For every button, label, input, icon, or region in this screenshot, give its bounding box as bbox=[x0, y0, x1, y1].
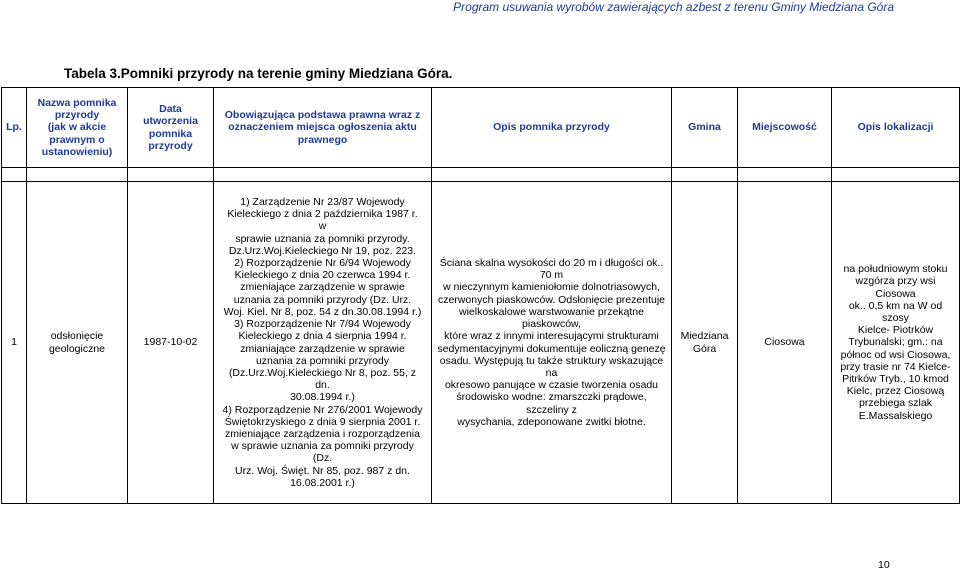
text-line: sedymentacyjnymi dokumentuje eoliczną genezę bbox=[437, 342, 666, 355]
table-header-row bbox=[2, 88, 960, 168]
text-line: pomnika bbox=[148, 127, 193, 140]
text-line: Kieleckiego z dnia 20 czerwca 1994 r. bbox=[234, 269, 411, 282]
header-legal-basis bbox=[214, 88, 432, 168]
text-line: Kieleckiego z dnia 4 sierpnia 1994 r. bbox=[238, 330, 407, 343]
text-line: 16.08.2001 r.) bbox=[290, 476, 355, 489]
text-line: Ściana skalna wysokości do 20 m i długości ok.. 70 m bbox=[439, 257, 664, 282]
text-line: 1) Zarządzenie Nr 23/87 Wojewody bbox=[240, 196, 405, 209]
text-line: które wraz z innymi interesującymi strukturami bbox=[444, 330, 659, 343]
cell-gmina bbox=[672, 182, 738, 504]
table-spacer-row bbox=[2, 168, 960, 182]
header-gmina: Gmina bbox=[672, 88, 738, 168]
text-line: Góra bbox=[692, 342, 717, 355]
cell-description bbox=[432, 182, 672, 504]
text-line: 30.08.1994 r.) bbox=[290, 391, 355, 404]
text-line: wielkoskalowe warstwowanie przekątne piaskowców, bbox=[458, 305, 644, 331]
text-line: Kielc, przez Ciosową bbox=[846, 385, 945, 398]
text-line: prawnym o bbox=[49, 133, 105, 146]
header-lp: Lp. bbox=[2, 88, 27, 168]
header-location: Opis lokalizacji bbox=[832, 88, 960, 168]
header-miejscowosc: Miejscowość bbox=[738, 88, 832, 168]
cell-name bbox=[27, 182, 128, 504]
text-line: ok.. 0,5 km na W od szosy bbox=[848, 299, 943, 324]
text-line: zmianiające zarządzenie w sprawie bbox=[240, 342, 405, 355]
text-line: Kielce- Piotrków bbox=[857, 324, 934, 337]
text-line: środowisko wodne: zmarszczki prądowe, szczeliny z bbox=[456, 391, 647, 416]
text-line: na południowym stoku bbox=[843, 263, 948, 276]
text-line: przebiega szlak bbox=[859, 397, 932, 410]
text-line: w nieczynnym kamieniołomie dolnotriasowych, bbox=[442, 281, 661, 294]
text-line: Data bbox=[159, 103, 182, 116]
table-caption: Tabela 3.Pomniki przyrody na terenie gminy Miedziana Góra. bbox=[64, 66, 453, 81]
text-line: zmieniające zarządzenie w sprawie bbox=[240, 281, 405, 294]
text-line: geologiczne bbox=[48, 342, 106, 355]
cell-lp: 1 bbox=[2, 182, 27, 504]
text-line: (Dz.Urz.Woj.Kieleckiego Nr 8, poz. 55, z bbox=[228, 366, 417, 379]
text-line: Woj. Kiel. Nr 8, poz. 54 z dn.30.08.1994 r.) bbox=[223, 305, 422, 318]
text-line: (jak w akcie bbox=[47, 121, 107, 134]
text-line: uznania za pomniki przyrody bbox=[255, 354, 390, 367]
text-line: czerwonych piaskowców. Odsłonięcie prezentuje bbox=[437, 293, 666, 306]
text-line: osadu. Występują tu także struktury wskazujące na bbox=[439, 354, 664, 379]
header-name bbox=[27, 88, 128, 168]
text-line: 4) Rozporządzenie Nr 276/2001 Wojewody bbox=[222, 403, 423, 416]
text-line: odsłonięcie bbox=[50, 330, 104, 343]
text-line: Świętokrzyskiego z dnia 9 sierpnia 2001 r. bbox=[224, 415, 421, 428]
text-line: przyrody bbox=[148, 139, 193, 152]
text-line: Nazwa pomnika bbox=[37, 96, 117, 109]
text-line: Dz.Urz.Woj.Kieleckiego Nr 19, poz. 223. bbox=[228, 244, 417, 257]
cell-miejscowosc: Ciosowa bbox=[738, 182, 832, 504]
text-line: wysychania, zdeponowane zwitki błotne. bbox=[457, 415, 646, 428]
text-line: Urz. Woj. Święt. Nr 85, poz. 987 z dn. bbox=[235, 464, 410, 477]
text-line: w bbox=[318, 220, 327, 233]
text-line: Kieleckiego z dnia 2 października 1987 r. bbox=[227, 208, 418, 221]
text-line: (Dz. bbox=[312, 452, 333, 465]
text-line: Obowiązująca podstawa prawna wraz z bbox=[224, 109, 421, 122]
header-date bbox=[128, 88, 214, 168]
text-line: utworzenia bbox=[143, 115, 198, 128]
cell-date: 1987-10-02 bbox=[128, 182, 214, 504]
text-line: okresowo panujące w czasie tworzenia osadu bbox=[444, 379, 659, 392]
cell-location bbox=[832, 182, 960, 504]
text-line: północ od wsi Ciosowa, bbox=[840, 348, 951, 361]
header-description: Opis pomnika przyrody bbox=[432, 88, 672, 168]
text-line: zmieniające zarządzenia i rozporządzenia bbox=[225, 427, 420, 440]
text-line: prawnego bbox=[297, 133, 348, 146]
cell-legal-basis bbox=[214, 182, 432, 504]
page-number: 10 bbox=[878, 559, 890, 571]
page-header: Program usuwania wyrobów zawierających azbest z terenu Gminy Miedziana Góra bbox=[453, 0, 894, 14]
monuments-table bbox=[1, 87, 960, 504]
text-line: oznaczeniem miejsca ogłoszenia aktu bbox=[228, 121, 417, 134]
text-line: dn. bbox=[315, 379, 330, 392]
text-line: przyrody bbox=[54, 109, 100, 122]
text-line: Trybunalski; gm.: na bbox=[848, 336, 943, 349]
text-line: E.Massalskiego bbox=[858, 409, 933, 422]
text-line: 3) Rozporządzenie Nr 7/94 Wojewody bbox=[234, 318, 411, 331]
text-line: sprawie uznania za pomniki przyrody. bbox=[235, 232, 410, 245]
text-line: wzgórza przy wsi Ciosowa bbox=[855, 275, 936, 300]
text-line: uznania za pomniki przyrody (Dz. Urz. bbox=[233, 293, 412, 306]
text-line: 2) Rozporządzenie Nr 6/94 Wojewody bbox=[234, 257, 411, 270]
table-row bbox=[2, 182, 960, 504]
text-line: w sprawie uznania za pomniki przyrody bbox=[231, 440, 414, 453]
text-line: Miedziana bbox=[680, 330, 729, 343]
text-line: przy trasie nr 74 Kielce- bbox=[840, 360, 951, 373]
text-line: Pitrków Tryb., 10 kmod bbox=[842, 373, 949, 385]
text-line: ustanowieniu) bbox=[41, 145, 113, 158]
